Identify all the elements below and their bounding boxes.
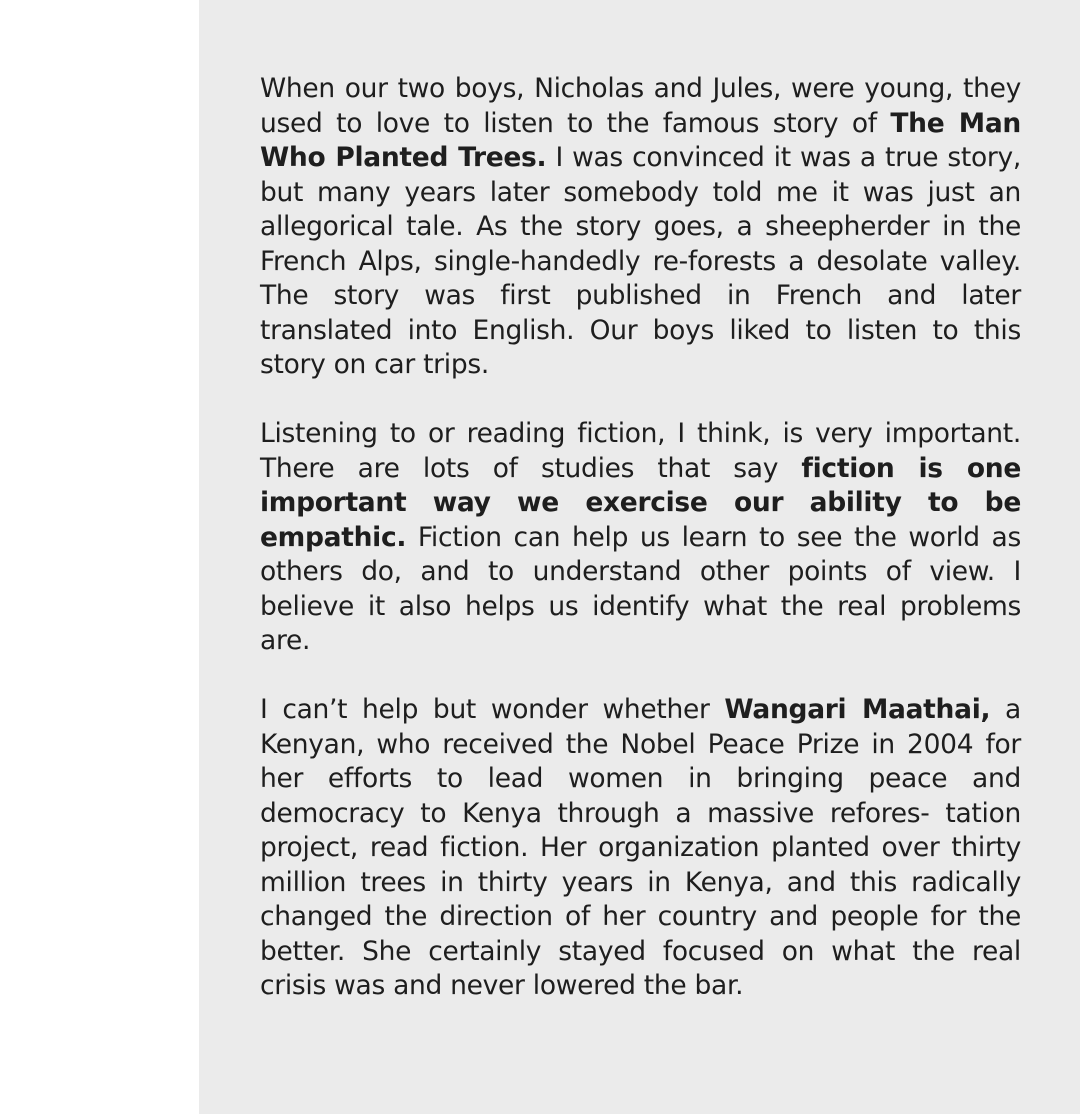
article-body [260, 72, 1021, 1038]
paragraph-3-text-end: a Kenyan, who received the Nobel Peace Prize in 2004 for her efforts to lead women in bringing peace and democracy to Kenya through a massive refores- tation project, read fiction. Her organization planted over thirty million trees in thirty years in Kenya, and this radically changed the direction of her country and people for the better. She certainly stayed focused on what the real crisis was and never lowered the bar. [260, 694, 1021, 1001]
paragraph-fiction [260, 417, 1021, 659]
paragraph-2-text-end: Fiction can help us learn to see the world as others do, and to understand other points of view. I believe it also helps us identify what the real problems are. [260, 521, 1021, 656]
empathy-statement-bold: fiction is one important way we exercise our ability to be empathic. [260, 452, 1021, 553]
paragraph-2-text-start: Listening to or reading fiction, I think, is very important. There are lots of studies that say [260, 418, 1021, 484]
paragraph-story [260, 72, 1021, 383]
paragraph-1-text-start: When our two boys, Nicholas and Jules, were young, they used to love to listen to the famous story of [260, 73, 1021, 139]
book-title-bold: The Man Who Planted Trees. [260, 107, 1021, 173]
person-name-bold: Wangari Maathai, [724, 694, 991, 725]
paragraph-maathai [260, 693, 1021, 1004]
paragraph-1-text-end: I was convinced it was a true story, but many years later somebody told me it was just an allegorical tale. As the story goes, a sheepherder in the French Alps, single-handedly re-forests a desolate valley. The story was first published in French and later translated into English. Our boys liked to listen to this story on car trips. [260, 142, 1021, 380]
paragraph-3-text-start: I can’t help but wonder whether [260, 694, 725, 725]
